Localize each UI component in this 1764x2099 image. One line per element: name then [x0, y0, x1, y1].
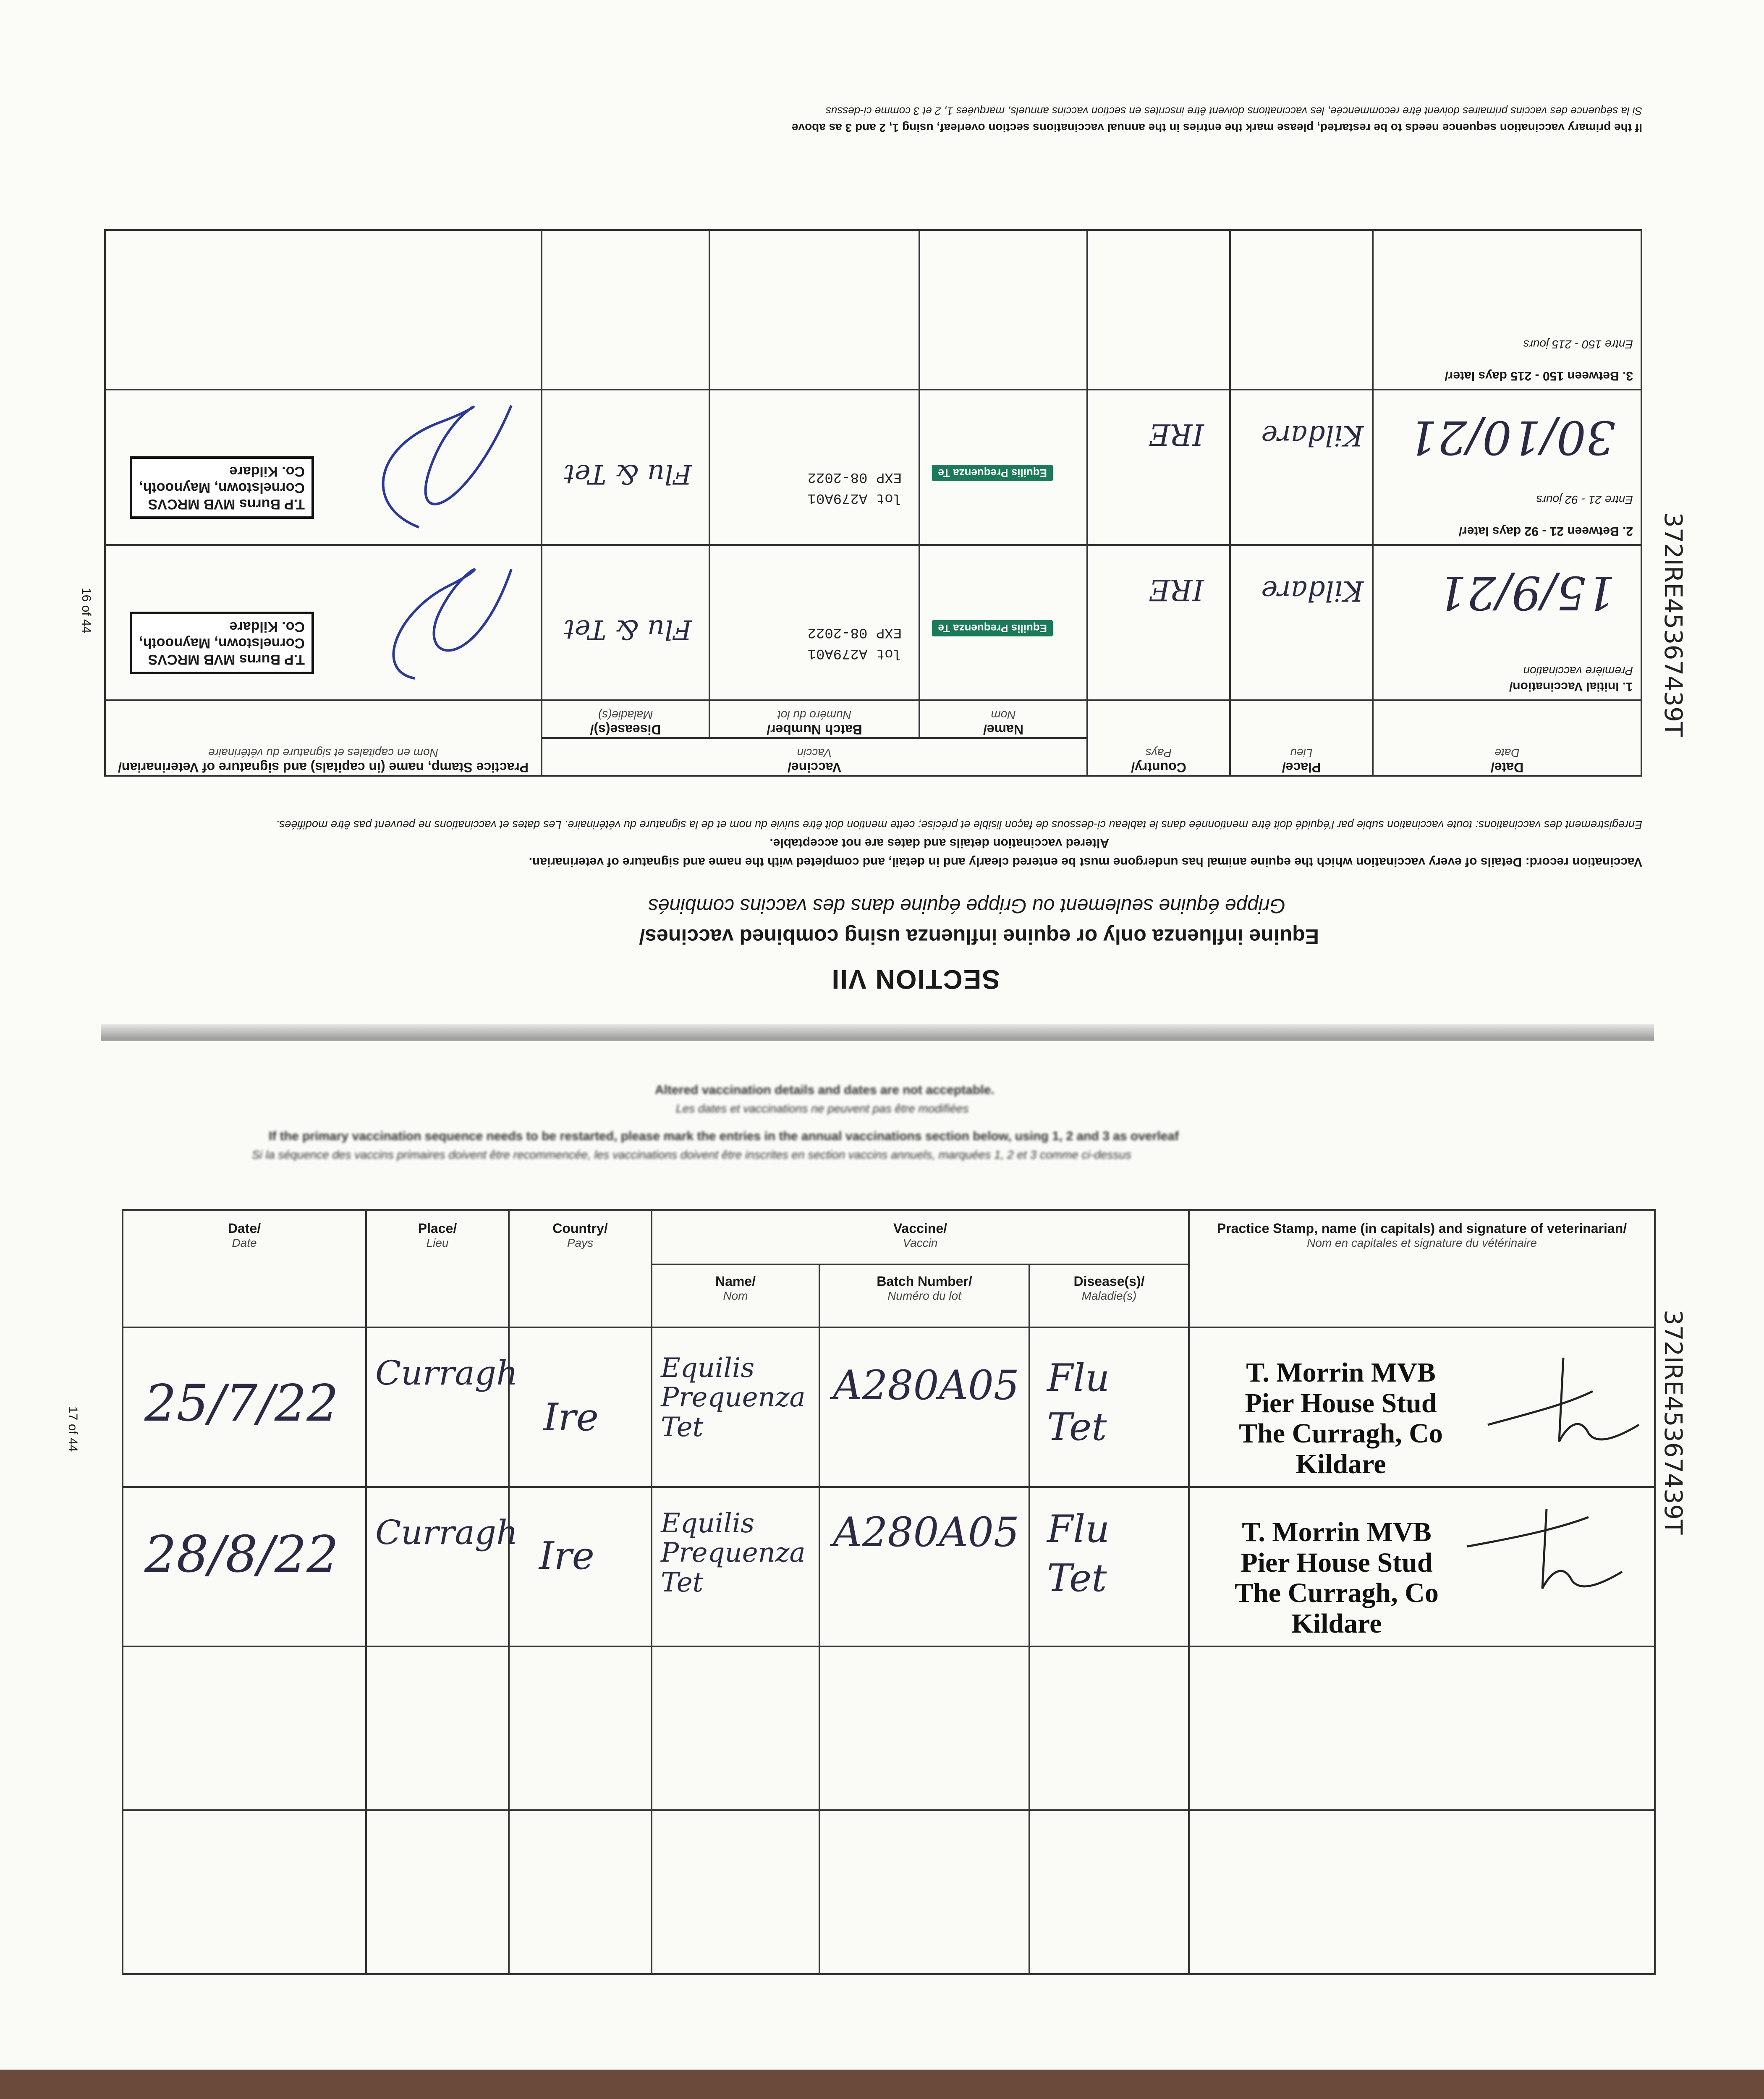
section-title: SECTION VII — [831, 964, 1000, 995]
row-place-cell — [1230, 545, 1373, 700]
row-stamp-cell — [1189, 1487, 1655, 1646]
place-value: Curragh — [375, 1353, 518, 1392]
page-number: 17 of 44 — [66, 1406, 80, 1452]
row-place-cell — [1230, 390, 1373, 545]
col-header-stamp: Practice Stamp, name (in capitals) and signature of veterinarian/ Nom en capitales et signature du vétérinaire — [1189, 1210, 1655, 1327]
row-batch-cell — [819, 1327, 1029, 1487]
faded-note-3: If the primary vaccination sequence needs to be restarted, please mark the entries in the annual vaccinations section below, using 1, 2 and 3 as overleaf — [269, 1129, 1179, 1143]
page-16-rotated-content — [0, 0, 1764, 1008]
table-row — [105, 545, 1641, 700]
row-label: 3. Between 150 - 215 days later/ — [1445, 369, 1633, 383]
vet-signature — [356, 544, 524, 695]
row-disease-cell — [542, 390, 709, 545]
row-date-cell — [1373, 390, 1641, 545]
row-place-cell — [366, 1327, 518, 1487]
row-stamp-cell — [105, 390, 542, 545]
primary-vaccination-table — [104, 229, 1642, 777]
row-vaccine-name-cell — [919, 230, 1087, 390]
page-number: 16 of 44 — [79, 588, 93, 633]
batch-value: A280A05 — [833, 1362, 1020, 1409]
col-header-country: Country/ Pays — [509, 1210, 652, 1327]
disease-value: Flu & Tet — [563, 614, 692, 645]
faded-note-4: Si la séquence des vaccins primaires doivent être recommencée, les vaccinations doivent être inscrites en section vaccins annuels, marquées 1, 2 et 3 comme ci-dessus — [252, 1148, 1131, 1161]
vet-signature — [1484, 1341, 1643, 1467]
passport-serial-number: 372IRE45367439T — [1659, 512, 1688, 737]
passport-serial-number: 372IRE45367439T — [1659, 1310, 1688, 1535]
scan-edge-bottom — [0, 2070, 1764, 2099]
table-row — [123, 1487, 1655, 1646]
col-header-batch: Batch Number/ Numéro du lot — [709, 700, 919, 738]
country-value: Ire — [539, 1534, 594, 1578]
restart-note-fr: Si la séquence des vaccins primaires doivent être recommencée, les vaccinations doivent être inscrites en section vaccins annuels, marquées 1, 2 et 3 comme ci-dessus — [825, 105, 1642, 118]
row-batch-cell — [709, 230, 919, 390]
table-row — [123, 1810, 1655, 1974]
country-value: IRE — [1149, 417, 1204, 452]
row-disease-cell — [1029, 1487, 1189, 1646]
section-heading-en: Equine influenza only or equine influenza using combined vaccines/ — [639, 925, 1319, 948]
place-value: Kildare — [1261, 575, 1364, 607]
batch-value: A280A05 — [833, 1509, 1020, 1556]
row-stamp-cell — [105, 545, 542, 700]
row-label: 2. Between 21 - 92 days later/ — [1458, 524, 1633, 538]
date-value: 30/10/21 — [1408, 411, 1615, 464]
row-date-cell — [1373, 545, 1641, 700]
col-header-vaccine: Vaccine/ Vaccin — [652, 1210, 1189, 1264]
passport-page-17 — [0, 1041, 1764, 2099]
section-heading-fr: Grippe équine seulement ou Grippe équine dans des vaccins combinés — [648, 895, 1285, 917]
vet-signature — [356, 389, 524, 540]
record-note-en: Altered vaccination details and dates are not acceptable. — [769, 836, 1109, 850]
country-value: IRE — [1149, 573, 1204, 607]
row-batch-cell — [709, 545, 919, 700]
vaccine-name-value: Equilis Prequenza Tet — [661, 1353, 806, 1443]
row-country-cell — [509, 1327, 652, 1487]
row-place-cell — [1230, 230, 1373, 390]
disease-value: Flu Tet — [1047, 1356, 1110, 1449]
annual-vaccination-table — [122, 1209, 1656, 1975]
col-header-disease: Disease(s)/ Maladie(s) — [1029, 1264, 1189, 1327]
row-label-fr: Entre 150 - 215 jours — [1523, 338, 1633, 351]
row-place-cell — [366, 1487, 518, 1646]
vet-stamp: T. Morrin MVB Pier House Stud The Curragh, Co Kildare — [1239, 1357, 1443, 1479]
row-batch-cell — [709, 390, 919, 545]
row-label-fr: Entre 21 - 92 jours — [1536, 493, 1633, 506]
place-value: Curragh — [375, 1513, 518, 1552]
lot-number: lot A279A01 — [807, 490, 902, 506]
date-value: 15/9/21 — [1437, 566, 1615, 620]
practice-stamp: T.P Burns MVB MRCVS Cornelstown, Maynooth, Co. Kildare — [130, 456, 314, 519]
row-label-fr: Première vaccination — [1523, 665, 1633, 678]
row-vaccine-name-cell — [919, 545, 1087, 700]
vaccine-sticker-label: Equilis Prequenza Te — [932, 620, 1053, 636]
disease-value: Flu & Tet — [563, 458, 692, 489]
row-country-cell — [1087, 545, 1230, 700]
faded-note-1: Altered vaccination details and dates are not acceptable. — [655, 1083, 995, 1097]
col-header-place: Place/ Lieu — [1230, 700, 1373, 776]
col-header-date: Date/ Date — [123, 1210, 366, 1327]
col-header-disease: Disease(s)/ Maladie(s) — [542, 700, 709, 738]
record-instruction-en: Vaccination record: Details of every vaccination which the equine animal has undergone must be entered clearly and in detail, and completed with the name and signature of veterinarian. — [529, 855, 1642, 869]
restart-note-en: If the primary vaccination sequence needs to be restarted, please mark the entries in the annual vaccinations section overleaf, using 1, 2 and 3 as above — [791, 121, 1642, 134]
row-vaccine-name-cell — [652, 1487, 819, 1646]
faded-note-2: Les dates et vaccinations ne peuvent pas être modifiées — [676, 1102, 969, 1115]
row-disease-cell — [542, 230, 709, 390]
vet-signature — [1463, 1496, 1631, 1622]
row-disease-cell — [1029, 1327, 1189, 1487]
expiry-date: EXP 08-2022 — [807, 469, 902, 485]
row-stamp-cell — [1189, 1327, 1655, 1487]
col-header-name: Name/ Nom — [652, 1264, 819, 1327]
vaccine-sticker-label: Equilis Prequenza Te — [932, 465, 1053, 481]
row-date-cell — [123, 1487, 366, 1646]
row-date-cell — [123, 1327, 366, 1487]
record-instruction-fr: Enregistrement des vaccinations: toute vaccination subie par l'équidé doit être mentionnée dans le tableau ci-dessous de façon lisible et précise; cette mention doit être suivie du nom et de la signature du vétérinaire. Les dates et vaccinations ne peuvent pas être modifiées. — [276, 819, 1642, 831]
lot-number: lot A279A01 — [807, 645, 902, 661]
row-vaccine-name-cell — [919, 390, 1087, 545]
row-label: 1. Initial Vaccination/ — [1509, 680, 1633, 694]
col-header-vaccine: Vaccine/ Vaccin — [542, 738, 1087, 776]
practice-stamp: T.P Burns MVB MRCVS Cornelstown, Maynooth, Co. Kildare — [130, 612, 314, 674]
row-batch-cell — [819, 1487, 1029, 1646]
passport-page-16 — [0, 0, 1764, 1041]
expiry-date: EXP 08-2022 — [807, 624, 902, 640]
vaccine-name-value: Equilis Prequenza Tet — [661, 1508, 806, 1598]
table-row — [123, 1327, 1655, 1487]
col-header-name: Name/ Nom — [919, 700, 1087, 738]
vet-stamp: T. Morrin MVB Pier House Stud The Curragh, Co Kildare — [1235, 1517, 1439, 1639]
col-header-date: Date/ Date — [1373, 700, 1641, 776]
col-header-stamp: Practice Stamp, name (in capitals) and signature of Veterinarian/ Nom en capitales et signature du vétérinaire — [105, 700, 542, 776]
place-value: Kildare — [1261, 419, 1364, 452]
row-stamp-cell — [105, 230, 542, 390]
col-header-batch: Batch Number/ Numéro du lot — [819, 1264, 1029, 1327]
row-vaccine-name-cell — [652, 1327, 819, 1487]
date-value: 28/8/22 — [144, 1526, 339, 1584]
row-date-cell — [1373, 230, 1641, 390]
table-row — [123, 1646, 1655, 1810]
col-header-country: Country/ Pays — [1087, 700, 1230, 776]
row-country-cell — [1087, 390, 1230, 545]
table-row — [105, 230, 1641, 390]
row-country-cell — [1087, 230, 1230, 390]
row-country-cell — [509, 1487, 652, 1646]
table-row — [105, 390, 1641, 545]
country-value: Ire — [543, 1395, 599, 1439]
col-header-place: Place/ Lieu — [366, 1210, 509, 1327]
date-value: 25/7/22 — [144, 1374, 339, 1433]
disease-value: Flu Tet — [1047, 1507, 1110, 1600]
row-disease-cell — [542, 545, 709, 700]
